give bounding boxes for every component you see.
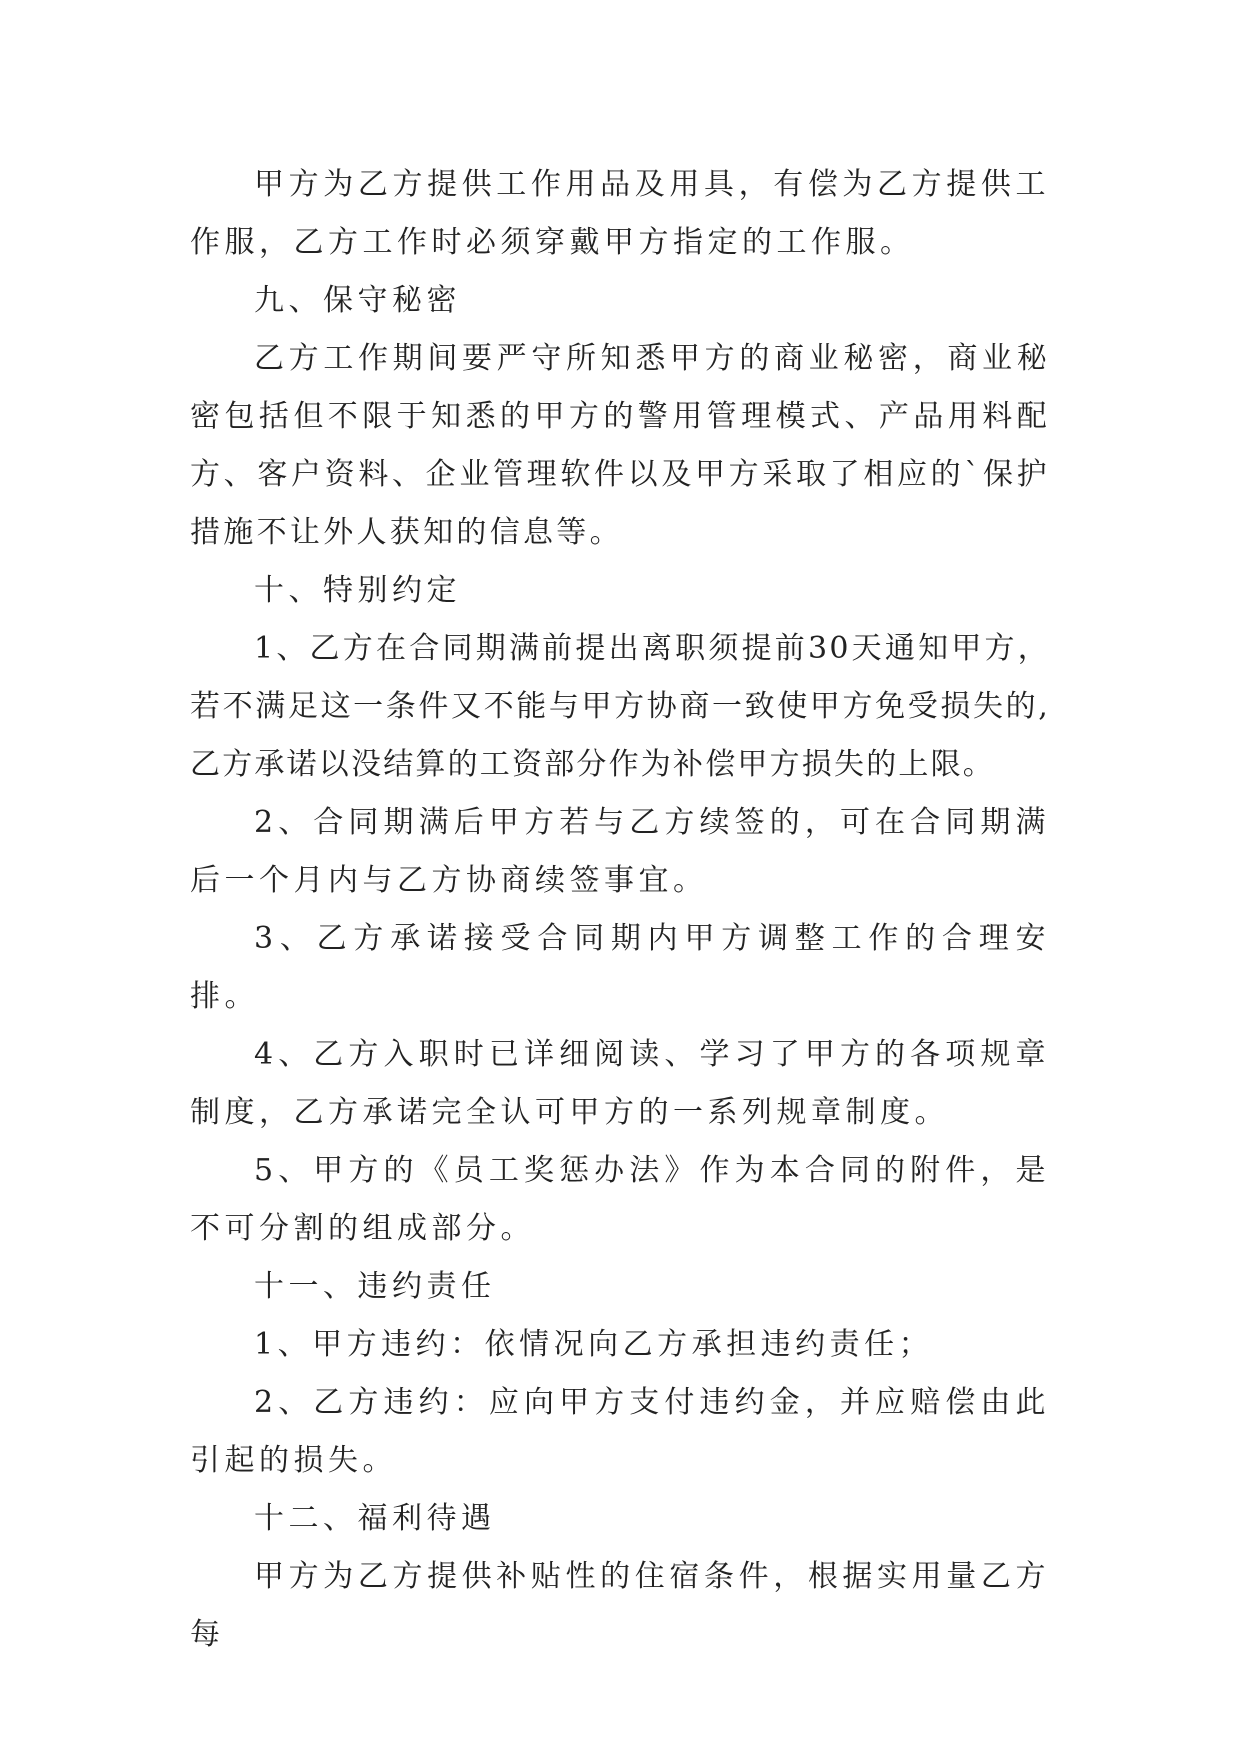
paragraph-work-uniform: 甲方为乙方提供工作用品及用具，有偿为乙方提供工作服，乙方工作时必须穿戴甲方指定的工作服。 <box>190 167 1050 260</box>
paragraph-trade-secrets: 乙方工作期间要严守所知悉甲方的商业秘密，商业秘密包括但不限于知悉的甲方的警用管理模式、产品用料配方、客户资料、企业管理软件以及甲方采取了相应的`保护措施不让外人获知的信息等。 <box>190 341 1050 550</box>
paragraph-breach-1: 1、甲方违约：依情况向乙方承担违约责任； <box>254 1327 934 1362</box>
heading-confidentiality: 九、保守秘密 <box>254 283 461 318</box>
paragraph-breach-2: 2、乙方违约：应向甲方支付违约金，并应赔偿由此引起的损失。 <box>190 1385 1050 1478</box>
heading-special-agreements: 十、特别约定 <box>254 573 461 608</box>
heading-welfare: 十二、福利待遇 <box>254 1501 496 1536</box>
paragraph-special-4: 4、乙方入职时已详细阅读、学习了甲方的各项规章制度，乙方承诺完全认可甲方的一系列规章制度。 <box>190 1037 1050 1130</box>
paragraph-special-3: 3、乙方承诺接受合同期内甲方调整工作的合理安排。 <box>190 921 1050 1014</box>
paragraph-special-1: 1、乙方在合同期满前提出离职须提前30天通知甲方，若不满足这一条件又不能与甲方协商一致使甲方免受损失的,乙方承诺以没结算的工资部分作为补偿甲方损失的上限。 <box>190 631 1050 782</box>
paragraph-special-2: 2、合同期满后甲方若与乙方续签的，可在合同期满后一个月内与乙方协商续签事宜。 <box>190 805 1050 898</box>
heading-breach-liability: 十一、违约责任 <box>254 1269 496 1304</box>
document-body <box>190 156 1050 1664</box>
paragraph-special-5: 5、甲方的《员工奖惩办法》作为本合同的附件，是不可分割的组成部分。 <box>190 1153 1050 1246</box>
paragraph-welfare-housing: 甲方为乙方提供补贴性的住宿条件，根据实用量乙方每 <box>190 1559 1050 1652</box>
